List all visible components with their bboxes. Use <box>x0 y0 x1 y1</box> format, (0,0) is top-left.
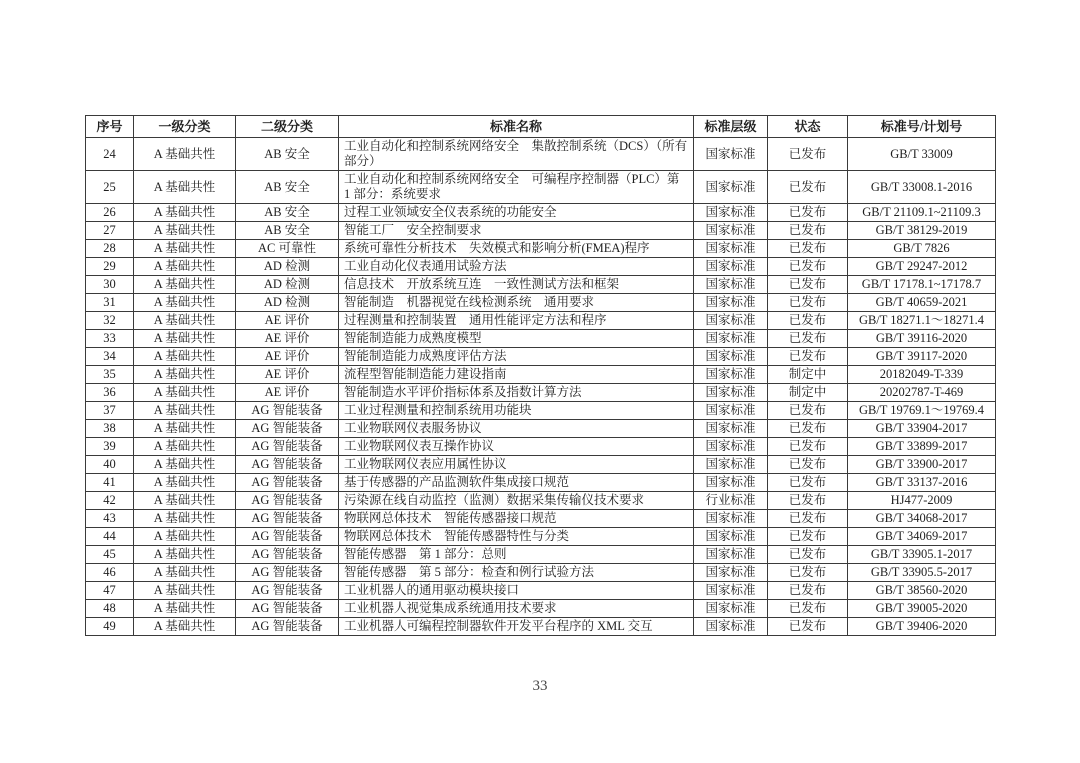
cell-status: 已发布 <box>768 618 848 636</box>
cell-category2: AE 评价 <box>236 330 339 348</box>
cell-standard-name: 工业自动化仪表通用试验方法 <box>339 258 694 276</box>
cell-standard-name: 工业机器人可编程控制器软件开发平台程序的 XML 交互 <box>339 618 694 636</box>
table-row <box>86 366 996 384</box>
cell-level: 国家标准 <box>694 546 768 564</box>
cell-category2: AE 评价 <box>236 312 339 330</box>
cell-level: 国家标准 <box>694 528 768 546</box>
cell-level: 国家标准 <box>694 582 768 600</box>
cell-level: 国家标准 <box>694 366 768 384</box>
cell-category1: A 基础共性 <box>134 204 236 222</box>
table-row <box>86 222 996 240</box>
cell-category1: A 基础共性 <box>134 222 236 240</box>
cell-standard-name: 智能制造能力成熟度模型 <box>339 330 694 348</box>
cell-level: 国家标准 <box>694 312 768 330</box>
cell-category2: AG 智能装备 <box>236 564 339 582</box>
cell-level: 国家标准 <box>694 330 768 348</box>
cell-standard-name: 智能制造水平评价指标体系及指数计算方法 <box>339 384 694 402</box>
cell-status: 已发布 <box>768 564 848 582</box>
cell-category2: AE 评价 <box>236 348 339 366</box>
cell-standard-name: 物联网总体技术 智能传感器特性与分类 <box>339 528 694 546</box>
column-header-category2: 二级分类 <box>236 116 339 138</box>
cell-code: GB/T 39116-2020 <box>848 330 996 348</box>
cell-serial: 31 <box>86 294 134 312</box>
cell-category1: A 基础共性 <box>134 366 236 384</box>
table-row <box>86 456 996 474</box>
cell-category2: AB 安全 <box>236 138 339 171</box>
column-header-standard-name: 标准名称 <box>339 116 694 138</box>
cell-code: GB/T 39117-2020 <box>848 348 996 366</box>
header-row <box>86 116 996 138</box>
cell-category2: AG 智能装备 <box>236 510 339 528</box>
cell-serial: 30 <box>86 276 134 294</box>
table-row <box>86 138 996 171</box>
cell-category1: A 基础共性 <box>134 420 236 438</box>
cell-category1: A 基础共性 <box>134 402 236 420</box>
cell-status: 已发布 <box>768 582 848 600</box>
cell-level: 国家标准 <box>694 204 768 222</box>
cell-code: GB/T 39005-2020 <box>848 600 996 618</box>
cell-status: 已发布 <box>768 240 848 258</box>
cell-category1: A 基础共性 <box>134 618 236 636</box>
cell-status: 已发布 <box>768 420 848 438</box>
cell-code: 20182049-T-339 <box>848 366 996 384</box>
cell-category1: A 基础共性 <box>134 312 236 330</box>
cell-code: GB/T 38129-2019 <box>848 222 996 240</box>
cell-serial: 36 <box>86 384 134 402</box>
cell-code: GB/T 33899-2017 <box>848 438 996 456</box>
cell-serial: 39 <box>86 438 134 456</box>
cell-category1: A 基础共性 <box>134 138 236 171</box>
cell-category2: AG 智能装备 <box>236 600 339 618</box>
cell-level: 国家标准 <box>694 348 768 366</box>
cell-standard-name: 基于传感器的产品监测软件集成接口规范 <box>339 474 694 492</box>
cell-category2: AE 评价 <box>236 366 339 384</box>
cell-standard-name: 信息技术 开放系统互连 一致性测试方法和框架 <box>339 276 694 294</box>
cell-code: GB/T 17178.1~17178.7 <box>848 276 996 294</box>
table-row <box>86 204 996 222</box>
cell-code: GB/T 34068-2017 <box>848 510 996 528</box>
standards-table-header <box>86 116 996 138</box>
cell-code: GB/T 33008.1-2016 <box>848 171 996 204</box>
table-row <box>86 276 996 294</box>
cell-category1: A 基础共性 <box>134 510 236 528</box>
cell-category2: AD 检测 <box>236 258 339 276</box>
cell-category2: AB 安全 <box>236 171 339 204</box>
cell-category2: AB 安全 <box>236 222 339 240</box>
cell-category1: A 基础共性 <box>134 600 236 618</box>
cell-code: GB/T 34069-2017 <box>848 528 996 546</box>
cell-level: 国家标准 <box>694 456 768 474</box>
cell-serial: 37 <box>86 402 134 420</box>
cell-serial: 42 <box>86 492 134 510</box>
column-header-status: 状态 <box>768 116 848 138</box>
cell-serial: 49 <box>86 618 134 636</box>
cell-serial: 38 <box>86 420 134 438</box>
cell-status: 已发布 <box>768 402 848 420</box>
table-row <box>86 348 996 366</box>
cell-standard-name: 智能传感器 第 5 部分：检查和例行试验方法 <box>339 564 694 582</box>
cell-standard-name: 智能传感器 第 1 部分：总则 <box>339 546 694 564</box>
cell-status: 已发布 <box>768 258 848 276</box>
cell-category2: AD 检测 <box>236 276 339 294</box>
cell-serial: 45 <box>86 546 134 564</box>
cell-category2: AG 智能装备 <box>236 528 339 546</box>
cell-category1: A 基础共性 <box>134 492 236 510</box>
cell-standard-name: 流程型智能制造能力建设指南 <box>339 366 694 384</box>
cell-level: 国家标准 <box>694 294 768 312</box>
cell-serial: 33 <box>86 330 134 348</box>
standards-table-body <box>86 138 996 636</box>
cell-status: 已发布 <box>768 276 848 294</box>
table-row <box>86 402 996 420</box>
column-header-serial: 序号 <box>86 116 134 138</box>
cell-code: GB/T 33904-2017 <box>848 420 996 438</box>
cell-serial: 46 <box>86 564 134 582</box>
cell-status: 已发布 <box>768 330 848 348</box>
cell-code: GB/T 29247-2012 <box>848 258 996 276</box>
table-row <box>86 294 996 312</box>
cell-code: GB/T 18271.1～18271.4 <box>848 312 996 330</box>
cell-code: GB/T 19769.1～19769.4 <box>848 402 996 420</box>
cell-level: 行业标准 <box>694 492 768 510</box>
table-row <box>86 564 996 582</box>
cell-level: 国家标准 <box>694 600 768 618</box>
cell-category1: A 基础共性 <box>134 546 236 564</box>
cell-category1: A 基础共性 <box>134 276 236 294</box>
standards-table <box>85 115 996 636</box>
cell-category1: A 基础共性 <box>134 294 236 312</box>
cell-serial: 29 <box>86 258 134 276</box>
cell-status: 已发布 <box>768 294 848 312</box>
cell-code: GB/T 33900-2017 <box>848 456 996 474</box>
cell-standard-name: 过程工业领域安全仪表系统的功能安全 <box>339 204 694 222</box>
cell-serial: 32 <box>86 312 134 330</box>
cell-standard-name: 工业机器人的通用驱动模块接口 <box>339 582 694 600</box>
cell-level: 国家标准 <box>694 240 768 258</box>
cell-category2: AD 检测 <box>236 294 339 312</box>
cell-code: GB/T 40659-2021 <box>848 294 996 312</box>
table-row <box>86 240 996 258</box>
table-row <box>86 546 996 564</box>
cell-status: 已发布 <box>768 348 848 366</box>
cell-standard-name: 工业过程测量和控制系统用功能块 <box>339 402 694 420</box>
cell-category1: A 基础共性 <box>134 564 236 582</box>
cell-category1: A 基础共性 <box>134 171 236 204</box>
table-row <box>86 618 996 636</box>
table-row <box>86 438 996 456</box>
cell-status: 已发布 <box>768 528 848 546</box>
cell-level: 国家标准 <box>694 258 768 276</box>
table-row <box>86 330 996 348</box>
table-row <box>86 492 996 510</box>
cell-code: GB/T 33137-2016 <box>848 474 996 492</box>
cell-category2: AG 智能装备 <box>236 402 339 420</box>
page-number: 33 <box>532 678 548 694</box>
cell-level: 国家标准 <box>694 138 768 171</box>
cell-code: GB/T 38560-2020 <box>848 582 996 600</box>
cell-standard-name: 智能工厂 安全控制要求 <box>339 222 694 240</box>
cell-serial: 34 <box>86 348 134 366</box>
cell-category1: A 基础共性 <box>134 438 236 456</box>
cell-code: GB/T 39406-2020 <box>848 618 996 636</box>
cell-code: GB/T 7826 <box>848 240 996 258</box>
table-row <box>86 528 996 546</box>
cell-category2: AG 智能装备 <box>236 546 339 564</box>
cell-level: 国家标准 <box>694 222 768 240</box>
cell-serial: 24 <box>86 138 134 171</box>
cell-status: 已发布 <box>768 600 848 618</box>
cell-standard-name: 工业自动化和控制系统网络安全 集散控制系统（DCS）（所有部分） <box>339 138 694 171</box>
cell-status: 已发布 <box>768 171 848 204</box>
cell-status: 已发布 <box>768 204 848 222</box>
cell-category1: A 基础共性 <box>134 528 236 546</box>
cell-standard-name: 工业自动化和控制系统网络安全 可编程序控制器（PLC）第 1 部分：系统要求 <box>339 171 694 204</box>
cell-serial: 28 <box>86 240 134 258</box>
cell-status: 制定中 <box>768 366 848 384</box>
cell-standard-name: 工业物联网仪表应用属性协议 <box>339 456 694 474</box>
cell-level: 国家标准 <box>694 171 768 204</box>
cell-category1: A 基础共性 <box>134 456 236 474</box>
cell-category2: AG 智能装备 <box>236 456 339 474</box>
table-row <box>86 258 996 276</box>
cell-level: 国家标准 <box>694 276 768 294</box>
cell-status: 已发布 <box>768 510 848 528</box>
column-header-code: 标准号/计划号 <box>848 116 996 138</box>
cell-serial: 27 <box>86 222 134 240</box>
cell-standard-name: 污染源在线自动监控（监测）数据采集传输仪技术要求 <box>339 492 694 510</box>
cell-standard-name: 工业物联网仪表互操作协议 <box>339 438 694 456</box>
cell-status: 已发布 <box>768 312 848 330</box>
cell-category2: AG 智能装备 <box>236 492 339 510</box>
cell-standard-name: 过程测量和控制装置 通用性能评定方法和程序 <box>339 312 694 330</box>
cell-category1: A 基础共性 <box>134 330 236 348</box>
cell-serial: 35 <box>86 366 134 384</box>
cell-serial: 25 <box>86 171 134 204</box>
cell-category2: AG 智能装备 <box>236 420 339 438</box>
cell-serial: 44 <box>86 528 134 546</box>
cell-category2: AG 智能装备 <box>236 438 339 456</box>
cell-status: 已发布 <box>768 138 848 171</box>
cell-category1: A 基础共性 <box>134 384 236 402</box>
table-row <box>86 171 996 204</box>
cell-status: 已发布 <box>768 438 848 456</box>
cell-category2: AG 智能装备 <box>236 618 339 636</box>
cell-serial: 26 <box>86 204 134 222</box>
cell-status: 已发布 <box>768 456 848 474</box>
cell-code: GB/T 21109.1~21109.3 <box>848 204 996 222</box>
cell-category2: AB 安全 <box>236 204 339 222</box>
cell-category1: A 基础共性 <box>134 474 236 492</box>
cell-status: 制定中 <box>768 384 848 402</box>
cell-level: 国家标准 <box>694 618 768 636</box>
cell-level: 国家标准 <box>694 564 768 582</box>
table-row <box>86 510 996 528</box>
cell-level: 国家标准 <box>694 402 768 420</box>
cell-code: 20202787-T-469 <box>848 384 996 402</box>
cell-category1: A 基础共性 <box>134 240 236 258</box>
table-row <box>86 474 996 492</box>
cell-standard-name: 智能制造 机器视觉在线检测系统 通用要求 <box>339 294 694 312</box>
table-row <box>86 312 996 330</box>
table-row <box>86 582 996 600</box>
cell-level: 国家标准 <box>694 438 768 456</box>
cell-standard-name: 物联网总体技术 智能传感器接口规范 <box>339 510 694 528</box>
cell-code: GB/T 33009 <box>848 138 996 171</box>
cell-serial: 40 <box>86 456 134 474</box>
cell-serial: 43 <box>86 510 134 528</box>
cell-category1: A 基础共性 <box>134 348 236 366</box>
cell-category1: A 基础共性 <box>134 582 236 600</box>
cell-serial: 41 <box>86 474 134 492</box>
cell-status: 已发布 <box>768 546 848 564</box>
cell-code: HJ477-2009 <box>848 492 996 510</box>
cell-status: 已发布 <box>768 492 848 510</box>
cell-category2: AC 可靠性 <box>236 240 339 258</box>
cell-level: 国家标准 <box>694 384 768 402</box>
cell-level: 国家标准 <box>694 510 768 528</box>
cell-category1: A 基础共性 <box>134 258 236 276</box>
table-row <box>86 600 996 618</box>
cell-level: 国家标准 <box>694 474 768 492</box>
cell-standard-name: 智能制造能力成熟度评估方法 <box>339 348 694 366</box>
cell-code: GB/T 33905.5-2017 <box>848 564 996 582</box>
cell-serial: 48 <box>86 600 134 618</box>
cell-level: 国家标准 <box>694 420 768 438</box>
column-header-level: 标准层级 <box>694 116 768 138</box>
cell-category2: AG 智能装备 <box>236 474 339 492</box>
column-header-category1: 一级分类 <box>134 116 236 138</box>
table-row <box>86 384 996 402</box>
cell-code: GB/T 33905.1-2017 <box>848 546 996 564</box>
table-row <box>86 420 996 438</box>
cell-standard-name: 工业物联网仪表服务协议 <box>339 420 694 438</box>
cell-standard-name: 系统可靠性分析技术 失效模式和影响分析(FMEA)程序 <box>339 240 694 258</box>
cell-category2: AE 评价 <box>236 384 339 402</box>
cell-serial: 47 <box>86 582 134 600</box>
cell-standard-name: 工业机器人视觉集成系统通用技术要求 <box>339 600 694 618</box>
cell-status: 已发布 <box>768 474 848 492</box>
cell-status: 已发布 <box>768 222 848 240</box>
cell-category2: AG 智能装备 <box>236 582 339 600</box>
